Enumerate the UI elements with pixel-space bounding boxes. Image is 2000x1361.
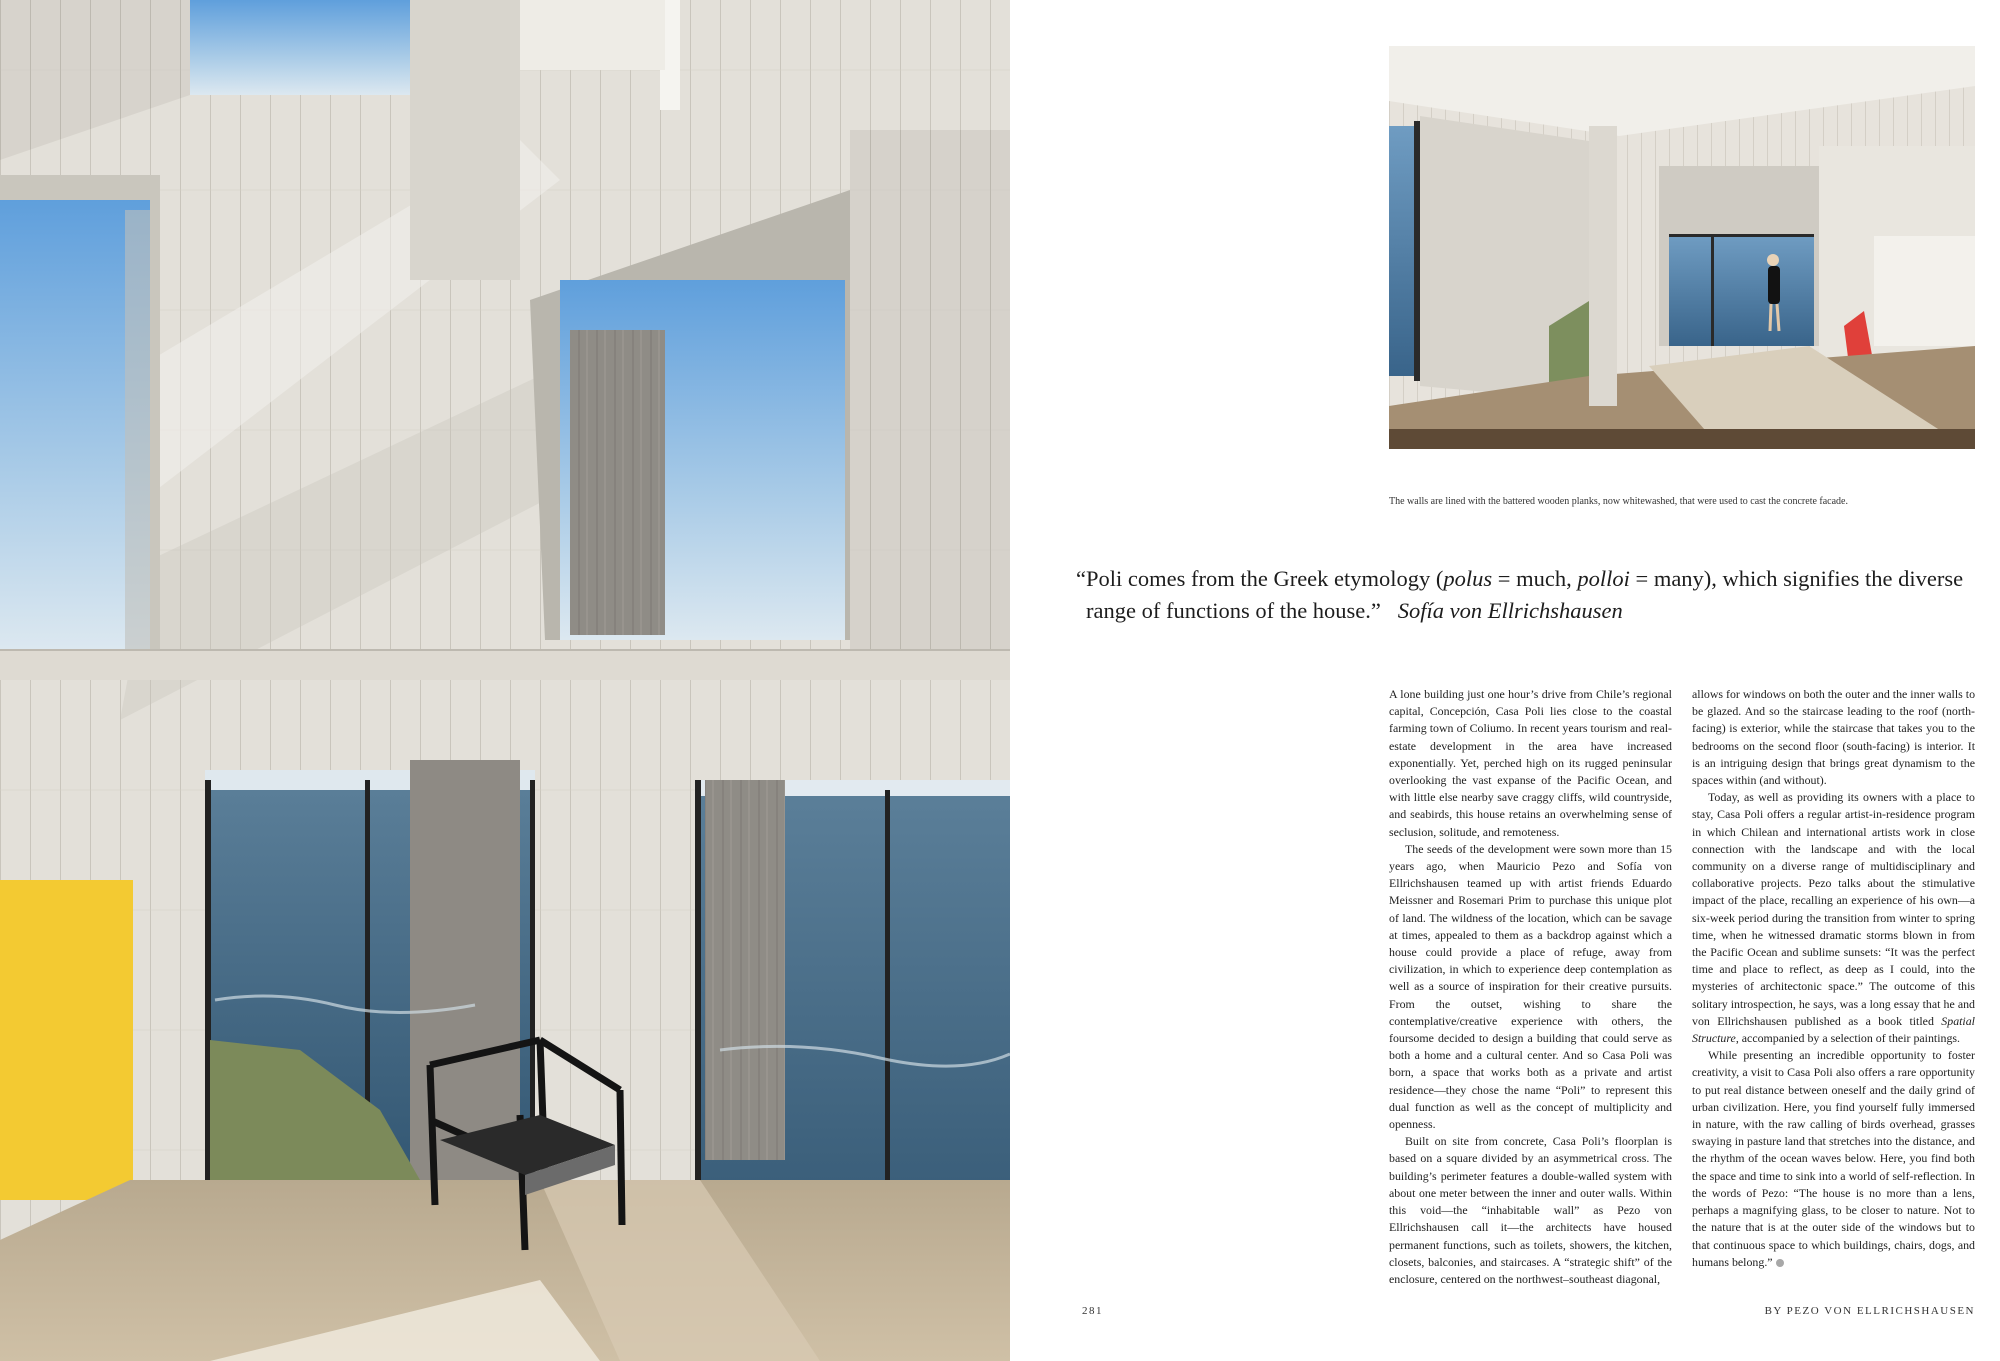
pull-quote-text-d: range of functions of the house.” [1086, 598, 1381, 623]
article-paragraph [1692, 789, 1975, 1047]
end-mark-icon [1776, 1259, 1784, 1267]
article-paragraph: The seeds of the development were sown more than 15 years ago, when Mauricio Pezo and Sofía von Ellrichshausen teamed up with artist friends Eduardo Meissner and Rosemari Prim to purchase this unique plot of land. The wildness of the location, which can be savage at times, appealed to them as a backdrop against which a house could provide a place of refuge, away from civilization, in which to experience deep contemplation as well as a source of inspiration for their creative pursuits. From the outset, wishing to share the contemplative/creative experience with others, the foursome decided to design a building that could serve as both a home and a cultural center. And so Casa Poli was born, a space that works both as a private and artist residence—they chose the name “Poli” to represent this dual function as well as the concept of multiplicity and openness. [1389, 841, 1672, 1132]
pull-quote-line-2 [1076, 595, 1976, 627]
pull-quote-text-a: “Poli comes from the Greek etymology ( [1076, 566, 1444, 591]
article-text: Today, as well as providing its owners with a place to stay, Casa Poli offers a regular artist-in-residence program in which Chilean and international artists work in close connection with the landscape and with the local community on a diverse range of multidisciplinary and collaborative projects. Pezo talks about the stimulative impact of the place, recalling an experience of his own—a six-week period during the transition from winter to spring time, when he witnessed dramatic storms blown in from the Pacific Ocean and sublime sunsets: “It was the perfect time and place to reflect, as deep as I could, into the mysteries of architectonic space.” The outcome of this solitary introspection, he says, was a long essay that he and von Ellrichshausen published as a book titled [1692, 790, 1975, 1028]
window-center-sea [1669, 236, 1814, 346]
article-paragraph [1692, 1047, 1975, 1271]
photo-right [1389, 46, 1975, 449]
pull-quote-attribution: Sofía von Ellrichshausen [1397, 598, 1623, 623]
article-text: While presenting an incredible opportunity to foster creativity, a visit to Casa Poli also offers a rare opportunity to put real distance between oneself and the daily grind of urban civilization. Here, you find yourself fully immersed in nature, with the raw calling of birds overhead, grasses swaying in pasture land that stretches into the distance, and the rhythm of the ocean waves below. Here, you find both the space and time to sink into a world of self-reflection. In the words of Pezo: “The house is no more than a lens, perhaps a magnifying glass, to be closer to nature. Not to the nature that is at the outer side of the windows but to that continuous space to which buildings, chairs, dogs, and humans belong.” [1692, 1048, 1975, 1269]
concrete-column-lower [410, 760, 520, 1180]
concrete-column-upper [570, 330, 665, 635]
article-paragraph: allows for windows on both the outer and the inner walls to be glazed. And so the staircase leading to the roof (north-facing) is exterior, while the staircase that takes you to the bedrooms on the second floor (south-facing) is interior. It is an intriguing design that brings great dynamism to the spaces within (and without). [1692, 687, 1976, 788]
article-paragraph: Built on site from concrete, Casa Poli’s floorplan is based on a square divided by an asymmetrical cross. The building’s perimeter features a double-walled system with about one meter between the inner and outer walls. Within this void—the “inhabitable wall” as Pezo von Ellrichshausen call it—the architects have housed permanent functions, such as toilets, showers, the kitchen, closets, balconies, and staircases. A “strategic shift” of the enclosure, centered on the northwest–southeast diagonal, [1389, 1134, 1672, 1286]
byline: BY PEZO VON ELLRICHSHAUSEN [1764, 1305, 1975, 1317]
pull-quote-term-polus: polus [1443, 566, 1493, 591]
pull-quote [1076, 563, 1976, 627]
concrete-column-right [705, 780, 785, 1160]
article-column-2 [1692, 686, 1975, 1271]
pull-quote-text-c: = many), which signifies the diverse [1629, 566, 1964, 591]
window-left-sea [1389, 126, 1414, 376]
pull-quote-text-b: = much, [1492, 566, 1578, 591]
page-number: 281 [1082, 1305, 1103, 1317]
book-title: Spatial Structure [1692, 1013, 1975, 1046]
article-paragraph: A lone building just one hour’s drive from Chile’s regional capital, Concepción, Casa Poli lies close to the coastal farming town of Coliumo. In recent years tourism and real-estate development in the area have increased exponentially. Yet, perched high on its rugged peninsular overlooking the vast expanse of the Pacific Ocean, and with little else nearby save craggy cliffs, wild countryside, and seabirds, this house retains an overwhelming sense of seclusion, solitude, and remoteness. [1389, 687, 1672, 839]
pull-quote-term-polloi: polloi [1577, 566, 1630, 591]
article-column-1 [1389, 686, 1672, 1288]
photo-caption: The walls are lined with the battered wooden planks, now whitewashed, that were used to cast the concrete facade. [1389, 496, 1848, 507]
article-text: , accompanied by a selection of their paintings. [1735, 1031, 1961, 1046]
